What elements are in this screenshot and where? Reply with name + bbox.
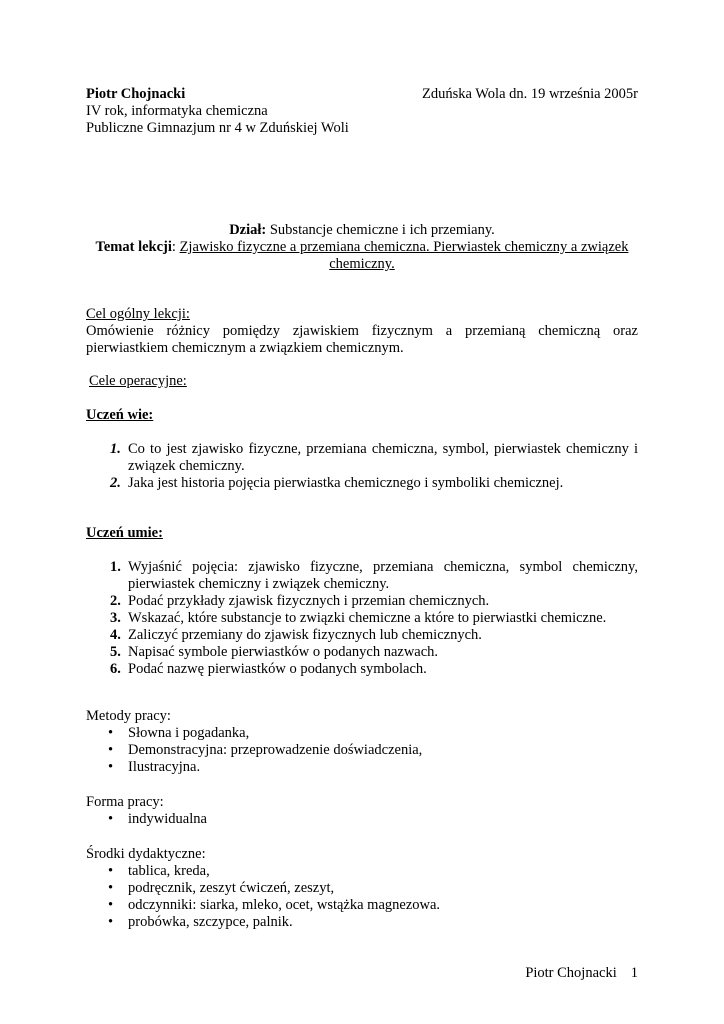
list-item: • probówka, szczypce, palnik. — [108, 914, 293, 930]
header-block — [86, 86, 638, 137]
header-line-study: IV rok, informatyka chemiczna — [86, 103, 268, 119]
footer-author: Piotr Chojnacki — [525, 965, 617, 981]
metody-list — [86, 725, 638, 776]
srodki-list — [86, 863, 638, 931]
uczen-wie-section — [86, 407, 638, 492]
metody-section — [86, 708, 638, 776]
forma-section — [86, 794, 638, 828]
temat-label: Temat lekcji — [95, 239, 172, 255]
dzial-text: Substancje chemiczne i ich przemiany. — [266, 222, 495, 238]
list-item: 1. Co to jest zjawisko fizyczne, przemiana chemiczna, symbol, pierwiastek chemiczny i związek chemiczny. — [110, 441, 638, 474]
bullet-icon: • — [108, 914, 114, 930]
lesson-title-block — [86, 222, 638, 273]
bullet-icon: • — [108, 725, 114, 741]
uczen-umie-section — [86, 525, 638, 678]
list-item: • Demonstracyjna: przeprowadzenie doświadczenia, — [108, 742, 423, 758]
list-item: 4. Zaliczyć przemiany do zjawisk fizycznych lub chemicznych. — [110, 627, 482, 643]
bullet-icon: • — [108, 897, 114, 913]
list-item: • tablica, kreda, — [108, 863, 210, 879]
cele-operacyjne-heading: Cele operacyjne: — [89, 373, 187, 389]
uczen-umie-heading: Uczeń umie: — [86, 525, 163, 541]
uczen-umie-list — [86, 559, 638, 678]
list-item: 2. Jaka jest historia pojęcia pierwiastka chemicznego i symboliki chemicznej. — [110, 475, 564, 491]
srodki-section — [86, 846, 638, 931]
list-item: • Słowna i pogadanka, — [108, 725, 250, 741]
header-line-school: Publiczne Gimnazjum nr 4 w Zduńskiej Woli — [86, 120, 349, 136]
forma-heading: Forma pracy: — [86, 794, 164, 810]
page-footer — [525, 965, 638, 982]
uczen-wie-list — [86, 441, 638, 492]
bullet-icon: • — [108, 863, 114, 879]
list-item: • odczynniki: siarka, mleko, ocet, wstążka magnezowa. — [108, 897, 441, 913]
list-item: • Ilustracyjna. — [108, 759, 201, 775]
temat-colon: : — [171, 239, 180, 255]
cele-operacyjne-section — [86, 373, 641, 390]
temat-text-line2: chemiczny. — [329, 256, 395, 272]
dzial-label: Dział: — [229, 222, 267, 238]
list-item: 3. Wskazać, które substancje to związki chemiczne a które to pierwiastki chemiczne. — [110, 610, 607, 626]
cel-ogolny-heading: Cel ogólny lekcji: — [86, 306, 190, 322]
list-item: 2. Podać przykłady zjawisk fizycznych i przemian chemicznych. — [110, 593, 490, 609]
bullet-icon: • — [108, 811, 114, 827]
uczen-wie-heading: Uczeń wie: — [86, 407, 154, 423]
cel-ogolny-section — [86, 306, 638, 357]
list-item: • podręcznik, zeszyt ćwiczeń, zeszyt, — [108, 880, 335, 896]
list-item: • indywidualna — [108, 811, 207, 827]
forma-list — [86, 811, 638, 828]
metody-heading: Metody pracy: — [86, 708, 171, 724]
bullet-icon: • — [108, 759, 114, 775]
author-name: Piotr Chojnacki — [86, 86, 186, 102]
bullet-icon: • — [108, 880, 114, 896]
cel-ogolny-text: Omówienie różnicy pomiędzy zjawiskiem fizycznym a przemianą chemiczną oraz pierwiastkiem chemicznym a związkiem chemicznym. — [86, 323, 638, 356]
list-item: 6. Podać nazwę pierwiastków o podanych symbolach. — [110, 661, 427, 677]
list-item: 1. Wyjaśnić pojęcia: zjawisko fizyczne, przemiana chemiczna, symbol chemiczny, pierwiastek chemiczny i związek chemiczny. — [110, 559, 638, 592]
place-date: Zduńska Wola dn. 19 września 2005r — [421, 86, 638, 102]
page-number: 1 — [630, 965, 638, 981]
temat-text-line1: Zjawisko fizyczne a przemiana chemiczna. Pierwiastek chemiczny a związek — [179, 239, 629, 255]
srodki-heading: Środki dydaktyczne: — [86, 846, 206, 862]
list-item: 5. Napisać symbole pierwiastków o podanych nazwach. — [110, 644, 439, 660]
bullet-icon: • — [108, 742, 114, 758]
